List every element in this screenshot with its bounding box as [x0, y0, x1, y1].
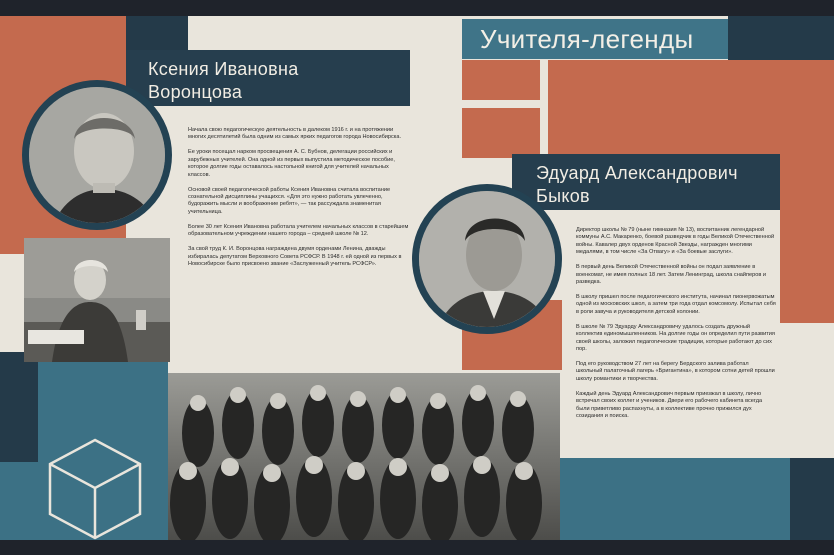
teacher1-desk-photo: [24, 238, 170, 362]
teacher2-bio-paragraph: Директор школы № 79 (ныне гимназия № 13), воспитанник легендарной коммуны А.С. Макаренко, боевой разведчик в годы Великой Отечественной войны. Кавалер двух орденов Красной Звезды, награжден многими медалями, в том числе «За Отвагу» и «За боевые заслуги».: [576, 227, 775, 256]
teacher2-name: [512, 154, 780, 210]
teacher2-bio-paragraph: В школу пришел после педагогического института, начинал пионервожатым одной из московских школ, а затем три года отдал комсомолу. Испытал себя в роли завуча и руководителя детской колонии.: [576, 294, 776, 315]
teacher1-name: [126, 50, 410, 106]
navy-block-bottom-right: [790, 458, 834, 540]
teacher2-bio: [576, 227, 776, 428]
navy-block-top-right: [728, 16, 834, 60]
teacher1-bio-paragraph: Основой своей педагогической работы Ксения Ивановна считала воспитание сознательной дисциплины учащихся. «Для это нужно работать увлеченно, будоражить мысли и воображение ребят», — так рассуждала знаменитая учительница.: [188, 186, 391, 215]
rust-stripe-divider: [540, 60, 548, 158]
portrait-woman-image: [29, 87, 172, 230]
teacher1-bio: [188, 127, 410, 276]
teacher2-portrait: [412, 184, 562, 334]
cube-outline-icon: [40, 432, 150, 542]
teacher2-name-line1: Эдуард Александрович: [536, 163, 738, 183]
rust-block-right: [780, 158, 834, 323]
rust-block-top-right: [462, 60, 834, 158]
navy-block-bottom-left: [0, 352, 38, 462]
teacher1-bio-paragraph: Ее уроки посещал нарком просвещения А. С. Бубнов, делегации российских и зарубежных учителей. Она одной из первых выпустила методическое пособие, которое долгие годы оставалось настольной книгой для учителей начальных классов.: [188, 149, 395, 178]
group-photo: [168, 373, 560, 540]
frame-bottom: [0, 540, 834, 555]
teacher2-bio-paragraph: В школе № 79 Эдуарду Александровичу удалось создать дружный коллектив единомышленников. На долгие годы он определил пути развития своей школы, заложил педагогические традиции, которые работают до сих пор.: [576, 323, 775, 353]
teacher1-name-line2: Воронцова: [148, 82, 243, 102]
teacher1-bio-paragraph: За свой труд К. И. Воронцова награждена двумя орденами Ленина, дважды избиралась депутатом Верховного Совета РСФСР. В 1948 г. ей одной из первых в Новосибирске было присвоено звание «Заслуженный учитель РСФСР».: [188, 246, 402, 268]
teacher1-portrait: [22, 80, 172, 230]
woman-at-desk-image: [24, 238, 170, 362]
frame-top: [0, 0, 834, 16]
poster-title: Учителя-легенды: [462, 19, 728, 59]
teacher2-bio-paragraph: Под его руководством 27 лет на берегу Бердского залива работал школьный палаточный лагерь «Бригантина», в котором сотни детей прошли школу романтики и творчества.: [576, 361, 775, 382]
teacher2-bio-paragraph: В первый день Великой Отечественной войны он подал заявление в военкомат, не имея полных 18 лет. Затем Ленинград, школа снайперов и разведка.: [576, 264, 767, 286]
class-group-image: [168, 373, 560, 540]
teacher1-name-line1: Ксения Ивановна: [148, 59, 299, 79]
rust-stripe-divider-2: [462, 100, 540, 108]
teacher2-bio-paragraph: Каждый день Эдуард Александрович первым приезжал в школу, лично встречал своих коллег и учеников. Двери его рабочего кабинета всегда были приветливо распахнуты, а в коллективе прочно прижился дух созидания и поиска.: [576, 390, 763, 420]
teacher2-name-line2: Быков: [536, 186, 590, 206]
teacher1-bio-paragraph: Начала свою педагогическую деятельность в далеком 1916 г. и на протяжении многих десятилетий была одним из самых ярких педагогов города Новосибирска.: [188, 127, 402, 141]
teacher1-bio-paragraph: Более 30 лет Ксения Ивановна работала учителем начальных классов в старейшем образовательном учреждении нашего города – средней школе № 12.: [188, 223, 409, 238]
